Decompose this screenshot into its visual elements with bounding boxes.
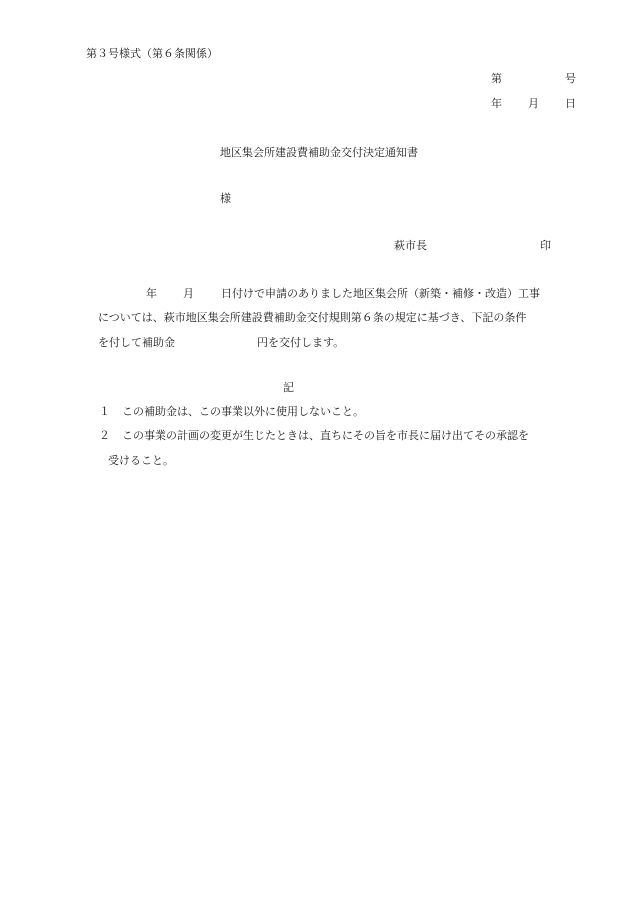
form-label: 第３号様式（第６条関係）	[86, 47, 218, 60]
document-number-suffix: 号	[565, 72, 576, 85]
document-title: 地区集会所建設費補助金交付決定通知書	[220, 146, 418, 159]
body-line-2: については、萩市地区集会所建設費補助金交付規則第６条の規定に基づき、下記の条件	[98, 311, 527, 324]
document-date-year: 年	[491, 97, 502, 110]
body-line-1: 日付けで申請のありました地区集会所（新築・補修・改造）工事	[221, 287, 540, 300]
condition-number: ２	[99, 429, 110, 442]
condition-continuation: 受けること。	[108, 454, 174, 467]
document-number	[491, 73, 576, 84]
body-month: 月	[183, 287, 194, 300]
condition-text: この補助金は、この事業以外に使用しないこと。	[122, 405, 364, 418]
ki-heading: 記	[283, 381, 294, 394]
condition-text: この事業の計画の変更が生じたときは、直ちにその旨を市長に届け出てその承認を	[122, 429, 529, 442]
condition-number: １	[99, 405, 110, 418]
document-date-month: 月	[528, 97, 539, 110]
issuer-name: 萩市長	[394, 239, 427, 252]
document-date-day: 日	[565, 97, 576, 110]
body-year: 年	[146, 287, 157, 300]
body-line-3-start: を付して補助金	[98, 336, 175, 349]
recipient-suffix: 様	[220, 192, 231, 205]
document-number-prefix: 第	[491, 72, 502, 85]
body-line-3-end: 円を交付します。	[257, 336, 345, 349]
document-date	[491, 98, 576, 109]
seal-mark: 印	[540, 239, 551, 252]
